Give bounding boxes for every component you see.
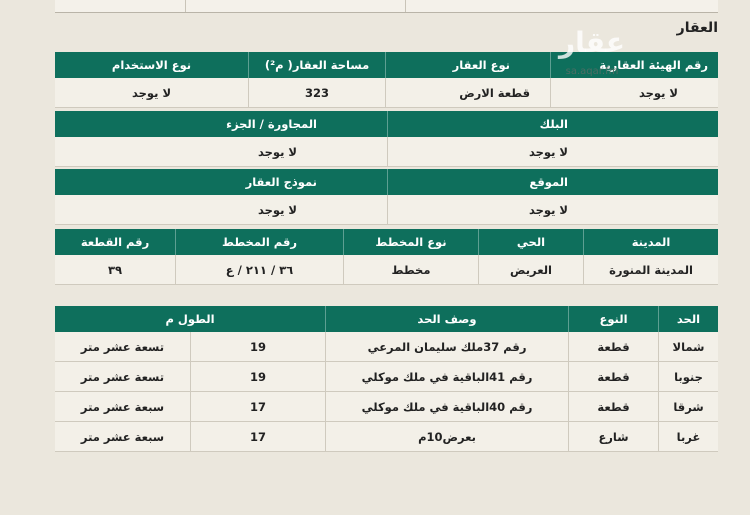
header-cell: رقم القطعة [80, 235, 150, 249]
header-cell: رقم المخطط [175, 229, 343, 255]
table-header-row [55, 111, 718, 137]
table-row [55, 78, 718, 108]
boundary-type: قطعة [568, 332, 658, 361]
boundary-length-words: تسعة عشر متر [80, 369, 165, 384]
boundary-length: 17 [190, 392, 325, 421]
cell-value: لا يوجد [257, 144, 297, 159]
location-model-table [55, 169, 718, 225]
cell-value: قطعة الارض [385, 78, 550, 107]
header-cell: نوع العقار [385, 52, 550, 78]
table-row [55, 195, 718, 225]
boundary-desc: بعرض10م [325, 422, 568, 451]
watermark-brand: عقار [559, 26, 625, 59]
table-header-row [55, 169, 718, 195]
strip-text-fragment [265, 0, 385, 2]
cell-value: مخطط [343, 255, 478, 284]
boundary-type: قطعة [568, 392, 658, 421]
header-cell: الطول م [165, 312, 215, 326]
boundary-length-words: سبعة عشر متر [80, 429, 165, 444]
table-row [55, 422, 718, 452]
header-cell: الحد [658, 306, 718, 332]
header-cell: المدينة [583, 229, 718, 255]
boundary-length-words: سبعة عشر متر [80, 399, 165, 414]
strip-cell [55, 0, 186, 12]
header-cell: نوع الاستخدام [111, 58, 192, 72]
table-row [55, 137, 718, 167]
header-cell: النوع [568, 306, 658, 332]
header-cell: نوع المخطط [343, 229, 478, 255]
boundary-length: 19 [190, 332, 325, 361]
header-cell: المجاورة / الجزء [226, 117, 317, 131]
cell-value: لا يوجد [131, 85, 172, 100]
cell-value: لا يوجد [550, 78, 718, 107]
block-table [55, 111, 718, 167]
table-row [55, 332, 718, 362]
header-cell: الحي [478, 229, 583, 255]
header-cell: نموذج العقار [245, 175, 317, 189]
cell-value: المدينة المنورة [583, 255, 718, 284]
cell-value: ٣٩ [107, 262, 123, 277]
boundary-side: شرقا [658, 392, 718, 421]
cell-value: لا يوجد [387, 195, 718, 224]
boundary-length: 19 [190, 362, 325, 391]
boundary-length: 17 [190, 422, 325, 451]
table-header-row [55, 306, 718, 332]
boundary-type: قطعة [568, 362, 658, 391]
boundary-desc: رقم 40الباقية في ملك موكلي [325, 392, 568, 421]
table-header-row [55, 229, 718, 255]
cell-value: ٣٦ / ٢١١ / ع [175, 255, 343, 284]
table-row [55, 362, 718, 392]
boundary-type: شارع [568, 422, 658, 451]
boundary-desc: رقم 41الباقية في ملك موكلي [325, 362, 568, 391]
header-cell: وصف الحد [325, 306, 568, 332]
header-cell: البلك [387, 111, 718, 137]
cell-value: لا يوجد [387, 137, 718, 166]
boundary-desc: رقم 37ملك سليمان المرعي [325, 332, 568, 361]
boundary-length-words: تسعة عشر متر [80, 339, 165, 354]
boundary-side: غربا [658, 422, 718, 451]
table-header-row [55, 52, 718, 78]
watermark-domain: sa.aqar.fm [565, 66, 619, 77]
header-cell: رقم الهيئة العقارية [550, 52, 718, 78]
cell-value: العريض [478, 255, 583, 284]
section-title: العقار [676, 20, 718, 36]
cell-value: لا يوجد [257, 202, 297, 217]
strip-cell [245, 0, 406, 12]
property-info-table [55, 52, 718, 108]
boundaries-table [55, 306, 718, 452]
table-row [55, 255, 718, 285]
table-row [55, 392, 718, 422]
boundary-side: جنوبا [658, 362, 718, 391]
cell-value: 323 [248, 78, 385, 107]
previous-section-strip [55, 0, 718, 13]
header-cell: مساحة العقار( م²) [248, 52, 385, 78]
header-cell: الموقع [387, 169, 718, 195]
city-district-table [55, 229, 718, 285]
boundary-side: شمالا [658, 332, 718, 361]
